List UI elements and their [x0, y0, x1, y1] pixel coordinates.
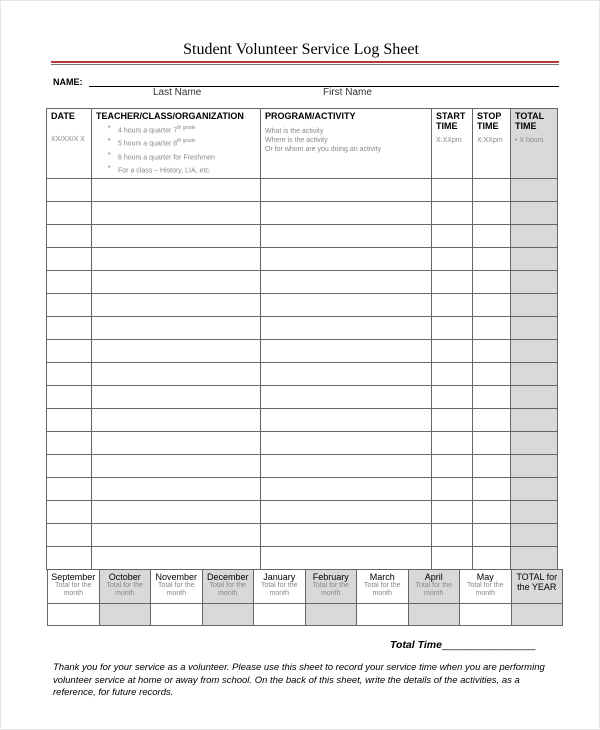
total-cell[interactable]: [511, 202, 558, 225]
title-rule-thin: [51, 64, 559, 65]
month-name: September: [51, 572, 96, 582]
teacher-cell[interactable]: [92, 547, 261, 570]
month-subtitle: Total for the month: [363, 582, 401, 597]
teacher-cell[interactable]: [92, 271, 261, 294]
month-header-cell: [357, 570, 409, 604]
month-subtitle: Total for the month: [312, 582, 350, 597]
month-name: May: [476, 572, 494, 582]
month-name: January: [263, 572, 296, 582]
year-total-header: [511, 570, 563, 604]
start-cell[interactable]: [432, 271, 473, 294]
stop-cell[interactable]: [473, 248, 511, 271]
program-cell[interactable]: [261, 271, 432, 294]
program-hint-line: Where is the activity: [265, 137, 328, 144]
date-cell[interactable]: [47, 524, 92, 547]
date-cell[interactable]: [47, 271, 92, 294]
program-cell[interactable]: [261, 432, 432, 455]
table-row: [47, 202, 558, 225]
table-row: [47, 547, 558, 570]
month-subtitle: Total for the month: [260, 582, 298, 597]
teacher-hint-item: • For a class – History, LIA, etc.: [96, 163, 256, 176]
program-cell[interactable]: [261, 478, 432, 501]
program-cell[interactable]: [261, 225, 432, 248]
name-label: NAME:: [53, 77, 83, 87]
page-title: Student Volunteer Service Log Sheet: [183, 41, 419, 58]
total-time-field[interactable]: [390, 639, 535, 651]
stop-cell[interactable]: [473, 202, 511, 225]
stop-example: X:XXpm: [477, 137, 503, 144]
teacher-cell[interactable]: [92, 202, 261, 225]
month-name: November: [155, 572, 197, 582]
stop-header-label: STOP TIME: [477, 111, 502, 131]
table-row: [47, 179, 558, 202]
stop-header: [473, 109, 511, 179]
teacher-cell[interactable]: [92, 409, 261, 432]
table-row: [47, 340, 558, 363]
total-cell[interactable]: [511, 455, 558, 478]
start-cell[interactable]: [432, 317, 473, 340]
month-total-cell[interactable]: [202, 604, 254, 626]
month-subtitle: Total for the month: [106, 582, 144, 597]
date-cell[interactable]: [47, 455, 92, 478]
table-row: [47, 524, 558, 547]
teacher-header-label: TEACHER/CLASS/ORGANIZATION: [96, 111, 244, 121]
table-row: [47, 478, 558, 501]
month-subtitle: Total for the month: [466, 582, 504, 597]
stop-cell[interactable]: [473, 179, 511, 202]
teacher-cell[interactable]: [92, 294, 261, 317]
stop-cell[interactable]: [473, 478, 511, 501]
table-row: [47, 294, 558, 317]
month-header-cell: [305, 570, 357, 604]
stop-cell[interactable]: [473, 455, 511, 478]
thank-you-note: Thank you for your service as a volunteer. Please use this sheet to record your service time when you are performing volunteer service at home or away from school. On the back of this sheet, write the details of the activities, as a reference, for future records.: [53, 662, 545, 698]
stop-cell[interactable]: [473, 501, 511, 524]
teacher-cell[interactable]: [92, 455, 261, 478]
program-cell[interactable]: [261, 455, 432, 478]
month-header-cell: [202, 570, 254, 604]
month-header-cell: [48, 570, 100, 604]
total-cell[interactable]: [511, 524, 558, 547]
teacher-cell[interactable]: [92, 524, 261, 547]
teacher-cell[interactable]: [92, 317, 261, 340]
program-cell[interactable]: [261, 501, 432, 524]
teacher-hint-item: • 5 hours a quarter $8^{th grade}$: [96, 136, 256, 149]
table-row: [47, 386, 558, 409]
total-cell[interactable]: [511, 409, 558, 432]
stop-cell[interactable]: [473, 386, 511, 409]
teacher-cell[interactable]: [92, 363, 261, 386]
date-header: [47, 109, 92, 179]
start-cell[interactable]: [432, 432, 473, 455]
month-total-cell[interactable]: [254, 604, 306, 626]
teacher-hint-item: • 4 hours a quarter $7^{th grade}$: [96, 123, 256, 136]
month-total-cell[interactable]: [357, 604, 409, 626]
table-row: [47, 317, 558, 340]
total-cell[interactable]: [511, 294, 558, 317]
month-header-cell: [408, 570, 460, 604]
date-cell[interactable]: [47, 179, 92, 202]
month-name: February: [312, 572, 349, 582]
teacher-cell[interactable]: [92, 225, 261, 248]
table-row: [47, 248, 558, 271]
teacher-hint-item: • 6 hours a quarter for Freshmen: [96, 150, 256, 163]
date-cell[interactable]: [47, 340, 92, 363]
date-cell[interactable]: [47, 248, 92, 271]
stop-cell[interactable]: [473, 432, 511, 455]
date-header-label: DATE: [51, 111, 75, 121]
stop-cell[interactable]: [473, 524, 511, 547]
table-row: [47, 225, 558, 248]
date-example: XX/XX/X X: [51, 136, 85, 143]
month-total-cell[interactable]: [99, 604, 151, 626]
total-time-line: ________________: [441, 639, 536, 651]
stop-cell[interactable]: [473, 340, 511, 363]
start-cell[interactable]: [432, 478, 473, 501]
log-header-row: [47, 109, 558, 179]
date-cell[interactable]: [47, 478, 92, 501]
month-name: March: [369, 572, 395, 582]
total-header: [511, 109, 558, 179]
stop-cell[interactable]: [473, 294, 511, 317]
start-cell[interactable]: [432, 386, 473, 409]
start-cell[interactable]: [432, 501, 473, 524]
month-total-cell[interactable]: [460, 604, 512, 626]
date-cell[interactable]: [47, 202, 92, 225]
table-row: [47, 455, 558, 478]
month-header-cell: [460, 570, 512, 604]
teacher-cell[interactable]: [92, 340, 261, 363]
month-total-cell[interactable]: [305, 604, 357, 626]
date-cell[interactable]: [47, 547, 92, 570]
total-header-label: TOTAL TIME: [515, 111, 544, 131]
date-cell[interactable]: [47, 294, 92, 317]
start-cell[interactable]: [432, 294, 473, 317]
total-cell[interactable]: [511, 317, 558, 340]
total-cell[interactable]: [511, 432, 558, 455]
program-hint-line: Or for whom are you doing an activity: [265, 146, 381, 153]
program-cell[interactable]: [261, 409, 432, 432]
program-cell[interactable]: [261, 248, 432, 271]
total-cell[interactable]: [511, 386, 558, 409]
total-example: • X hours: [515, 137, 544, 144]
month-header-cell: [151, 570, 203, 604]
program-cell[interactable]: [261, 363, 432, 386]
teacher-cell[interactable]: [92, 386, 261, 409]
teacher-hint-list: [96, 123, 256, 176]
table-row: [47, 271, 558, 294]
program-cell[interactable]: [261, 317, 432, 340]
stop-cell[interactable]: [473, 225, 511, 248]
program-cell[interactable]: [261, 179, 432, 202]
program-header: [261, 109, 432, 179]
total-cell[interactable]: [511, 501, 558, 524]
month-subtitle: Total for the month: [54, 582, 92, 597]
table-row: [47, 409, 558, 432]
date-cell[interactable]: [47, 386, 92, 409]
start-cell[interactable]: [432, 363, 473, 386]
start-cell[interactable]: [432, 409, 473, 432]
table-row: [47, 363, 558, 386]
program-cell[interactable]: [261, 547, 432, 570]
stop-cell[interactable]: [473, 271, 511, 294]
month-header-row: [48, 570, 563, 604]
total-cell[interactable]: [511, 340, 558, 363]
stop-cell[interactable]: [473, 409, 511, 432]
month-header-cell: [99, 570, 151, 604]
total-cell[interactable]: [511, 179, 558, 202]
start-cell[interactable]: [432, 202, 473, 225]
total-cell[interactable]: [511, 248, 558, 271]
month-subtitle: Total for the month: [157, 582, 195, 597]
stop-cell[interactable]: [473, 547, 511, 570]
start-cell[interactable]: [432, 547, 473, 570]
teacher-cell[interactable]: [92, 248, 261, 271]
last-name-label: Last Name: [153, 87, 202, 98]
service-log-table: [46, 108, 558, 570]
start-cell[interactable]: [432, 524, 473, 547]
date-cell[interactable]: [47, 317, 92, 340]
teacher-cell[interactable]: [92, 179, 261, 202]
year-total-cell[interactable]: [511, 604, 563, 626]
total-cell[interactable]: [511, 271, 558, 294]
start-cell[interactable]: [432, 248, 473, 271]
month-name: October: [108, 572, 141, 582]
total-cell[interactable]: [511, 225, 558, 248]
year-total-label: TOTAL for the YEAR: [516, 572, 558, 592]
teacher-cell[interactable]: [92, 501, 261, 524]
month-subtitle: Total for the month: [209, 582, 247, 597]
month-total-cell[interactable]: [48, 604, 100, 626]
program-cell[interactable]: [261, 386, 432, 409]
month-entry-row: [48, 604, 563, 626]
first-name-label: First Name: [323, 87, 372, 98]
stop-cell[interactable]: [473, 363, 511, 386]
table-row: [47, 501, 558, 524]
start-header-label: START TIME: [436, 111, 466, 131]
program-cell[interactable]: [261, 524, 432, 547]
date-cell[interactable]: [47, 501, 92, 524]
date-cell[interactable]: [47, 363, 92, 386]
date-cell[interactable]: [47, 409, 92, 432]
date-cell[interactable]: [47, 432, 92, 455]
month-header-cell: [254, 570, 306, 604]
start-cell[interactable]: [432, 179, 473, 202]
stop-cell[interactable]: [473, 317, 511, 340]
program-cell[interactable]: [261, 340, 432, 363]
date-cell[interactable]: [47, 225, 92, 248]
total-cell[interactable]: [511, 478, 558, 501]
total-cell[interactable]: [511, 363, 558, 386]
teacher-cell[interactable]: [92, 478, 261, 501]
total-cell[interactable]: [511, 547, 558, 570]
log-body: [47, 179, 558, 570]
month-total-cell[interactable]: [408, 604, 460, 626]
program-cell[interactable]: [261, 202, 432, 225]
title-rule: [51, 61, 559, 63]
total-time-label: Total Time: [390, 639, 442, 651]
start-cell[interactable]: [432, 455, 473, 478]
teacher-cell[interactable]: [92, 432, 261, 455]
start-cell[interactable]: [432, 340, 473, 363]
start-example: X:XXpm: [436, 137, 462, 144]
month-name: December: [206, 572, 249, 582]
program-hint-line: What is the activity: [265, 128, 324, 135]
program-cell[interactable]: [261, 294, 432, 317]
month-name: April: [424, 572, 443, 582]
monthly-totals-table: [47, 569, 563, 626]
teacher-header: [92, 109, 261, 179]
program-hint: [265, 127, 427, 154]
start-header: [432, 109, 473, 179]
start-cell[interactable]: [432, 225, 473, 248]
program-header-label: PROGRAM/ACTIVITY: [265, 111, 356, 121]
month-subtitle: Total for the month: [415, 582, 453, 597]
month-total-cell[interactable]: [151, 604, 203, 626]
table-row: [47, 432, 558, 455]
